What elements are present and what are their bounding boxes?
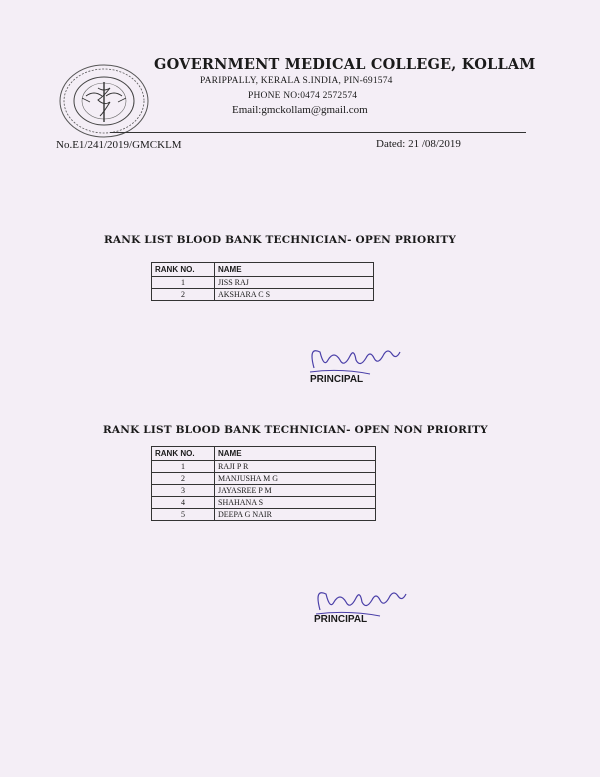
- name-cell: RAJI P R: [215, 461, 376, 473]
- rank-cell: 5: [152, 509, 215, 521]
- college-name: GOVERNMENT MEDICAL COLLEGE, KOLLAM: [154, 56, 536, 73]
- name-column-header: NAME: [215, 447, 376, 461]
- document-date: Dated: 21 /08/2019: [376, 138, 461, 150]
- college-seal-icon: [56, 62, 152, 140]
- table-row: [152, 485, 376, 497]
- table-header-row: [152, 263, 374, 277]
- header-divider: [110, 132, 526, 133]
- rank-cell: 1: [152, 461, 215, 473]
- college-phone: PHONE NO:0474 2572574: [248, 91, 358, 101]
- rank-table-open-priority: [151, 262, 374, 301]
- signatory-principal: PRINCIPAL: [314, 614, 368, 625]
- rank-cell: 2: [152, 473, 215, 485]
- college-address: PARIPPALLY, KERALA S.INDIA, PIN-691574: [200, 76, 393, 86]
- name-cell: MANJUSHA M G: [215, 473, 376, 485]
- reference-number: No.E1/241/2019/GMCKLM: [56, 139, 182, 151]
- name-cell: DEEPA G NAIR: [215, 509, 376, 521]
- rank-cell: 4: [152, 497, 215, 509]
- name-cell: AKSHARA C S: [215, 289, 374, 301]
- name-cell: JISS RAJ: [215, 277, 374, 289]
- signature-icon: [300, 338, 410, 378]
- signatory-principal: PRINCIPAL: [310, 374, 364, 385]
- name-cell: SHAHANA S: [215, 497, 376, 509]
- section-title-open-priority: RANK LIST BLOOD BANK TECHNICIAN- OPEN PRIORITY: [104, 234, 457, 246]
- rank-cell: 3: [152, 485, 215, 497]
- table-row: [152, 509, 376, 521]
- college-email: Email:gmckollam@gmail.com: [232, 104, 368, 116]
- name-column-header: NAME: [215, 263, 374, 277]
- table-row: [152, 277, 374, 289]
- rank-column-header: RANK NO.: [152, 263, 215, 277]
- table-row: [152, 461, 376, 473]
- rank-cell: 1: [152, 277, 215, 289]
- rank-column-header: RANK NO.: [152, 447, 215, 461]
- rank-table-open-non-priority: [151, 446, 376, 521]
- name-cell: JAYASREE P M: [215, 485, 376, 497]
- table-row: [152, 289, 374, 301]
- table-row: [152, 473, 376, 485]
- table-row: [152, 497, 376, 509]
- table-header-row: [152, 447, 376, 461]
- rank-cell: 2: [152, 289, 215, 301]
- section-title-open-non-priority: RANK LIST BLOOD BANK TECHNICIAN- OPEN NON PRIORITY: [103, 424, 488, 436]
